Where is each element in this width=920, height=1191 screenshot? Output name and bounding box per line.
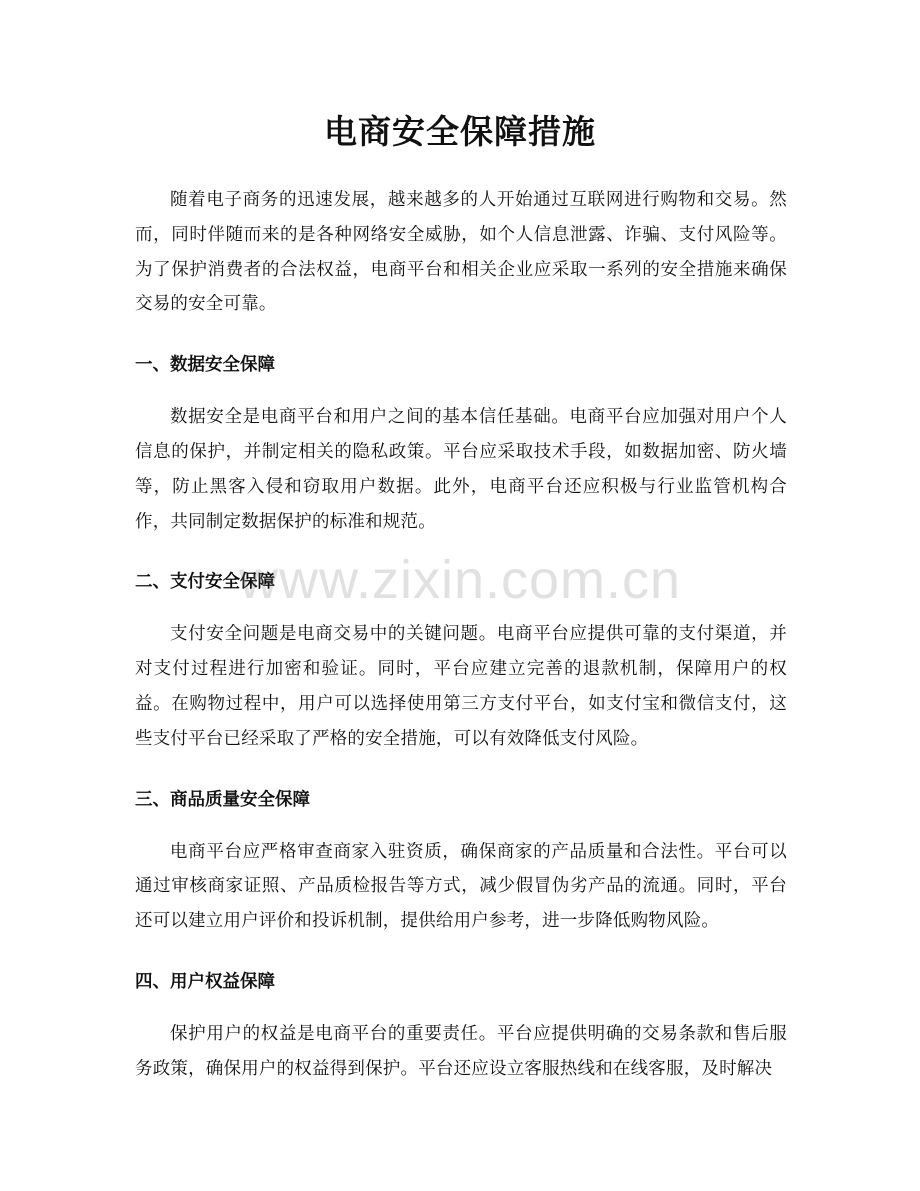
section-heading-data-security: 一、数据安全保障 xyxy=(135,355,275,376)
section-body-payment-security: 支付安全问题是电商交易中的关键问题。电商平台应提供可靠的支付渠道，并对支付过程进行加密和验证。同时，平台应建立完善的退款机制，保障用户的权益。在购物过程中，用户可以选择使用第三方支付平台，如支付宝和微信支付，这些支付平台已经采取了严格的安全措施，可以有效降低支付风险。 xyxy=(135,624,787,749)
document-body xyxy=(135,183,787,1087)
section-body-user-rights: 保护用户的权益是电商平台的重要责任。平台应提供明确的交易条款和售后服务政策，确保用户的权益得到保护。平台还应设立客服热线和在线客服，及时解决 xyxy=(135,1023,787,1079)
document-title: 电商安全保障措施 xyxy=(324,112,596,151)
section-heading-user-rights: 四、用户权益保障 xyxy=(135,971,275,992)
section-heading-payment-security: 二、支付安全保障 xyxy=(135,572,275,593)
section-body-product-quality: 电商平台应严格审查商家入驻资质，确保商家的产品质量和合法性。平台可以通过审核商家证照、产品质检报告等方式，减少假冒伪劣产品的流通。同时，平台还可以建立用户评价和投诉机制，提供给用户参考，进一步降低购物风险。 xyxy=(135,841,787,932)
section-body-data-security: 数据安全是电商平台和用户之间的基本信任基础。电商平台应加强对用户个人信息的保护，并制定相关的隐私政策。平台应采取技术手段，如数据加密、防火墙等，防止黑客入侵和窃取用户数据。此外，电商平台还应积极与行业监管机构合作，共同制定数据保护的标准和规范。 xyxy=(135,407,787,532)
section-heading-product-quality: 三、商品质量安全保障 xyxy=(135,789,310,810)
watermark: www.zixin.com.cn xyxy=(238,550,682,610)
intro-paragraph: 随着电子商务的迅速发展，越来越多的人开始通过互联网进行购物和交易。然而，同时伴随而来的是各种网络安全威胁，如个人信息泄露、诈骗、支付风险等。为了保护消费者的合法权益，电商平台和相关企业应采取一系列的安全措施来确保交易的安全可靠。 xyxy=(135,190,787,315)
